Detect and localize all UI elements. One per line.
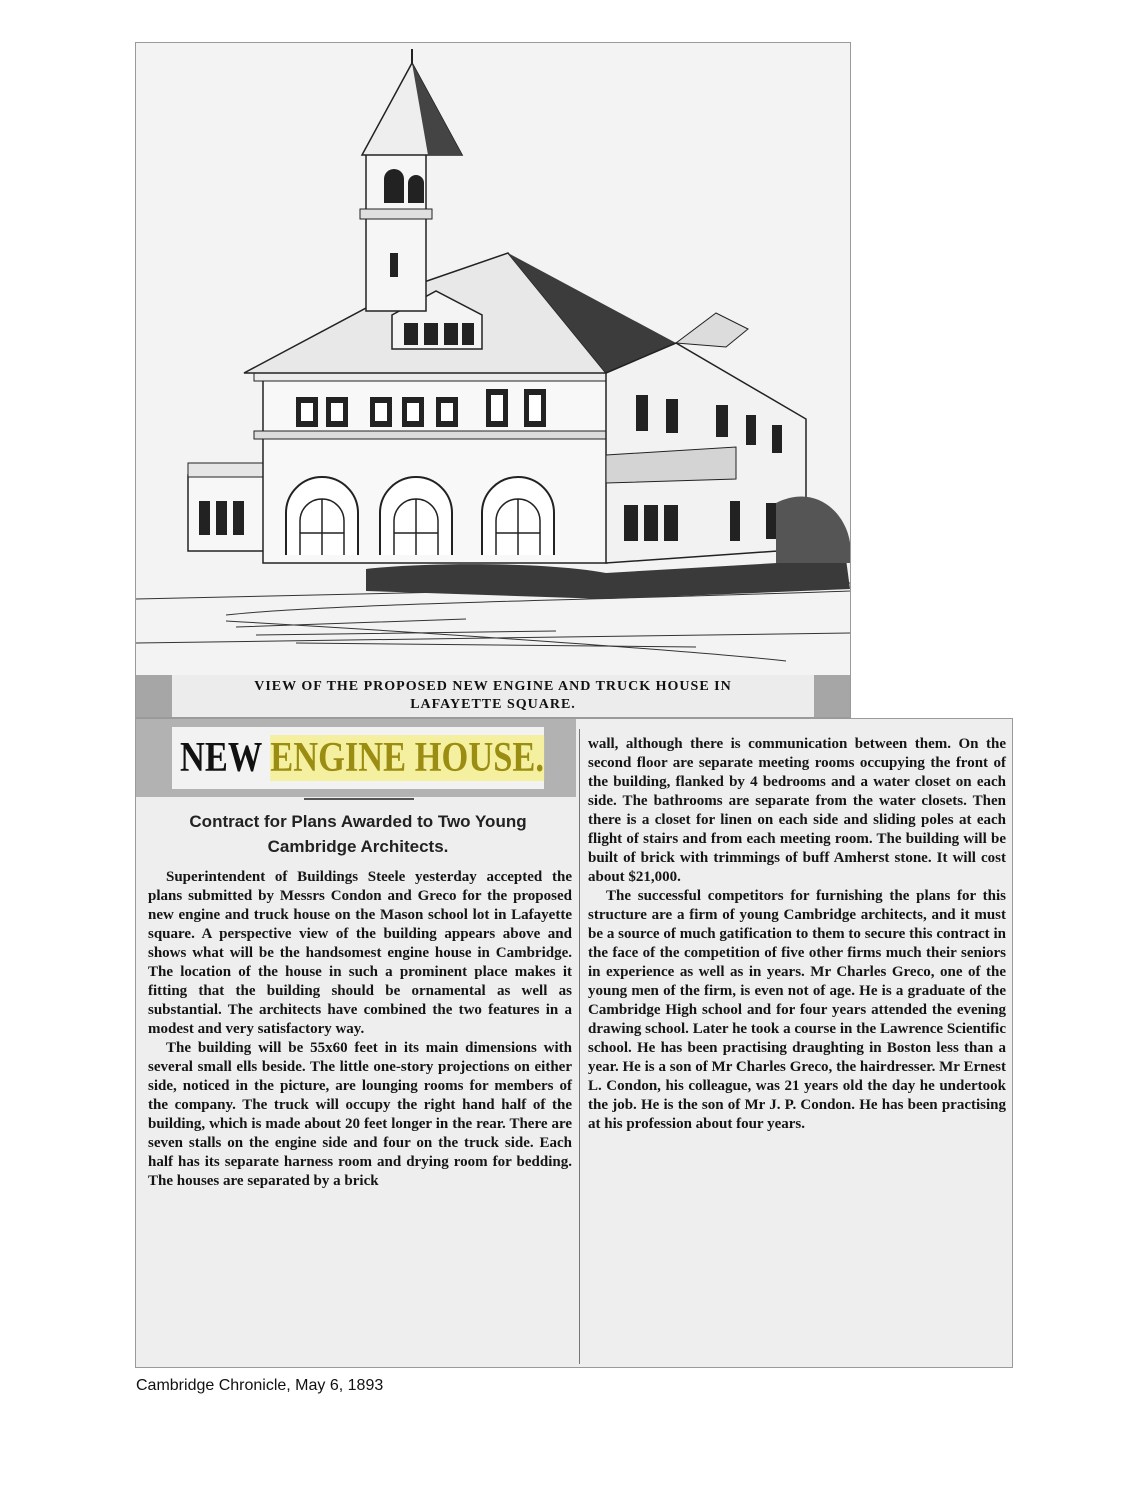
subhead-line-2: Cambridge Architects. xyxy=(267,837,449,856)
caption-line-1: VIEW OF THE PROPOSED NEW ENGINE AND TRUCK HOUSE IN xyxy=(254,679,732,694)
headline-rule xyxy=(304,798,414,800)
subhead-line-1: Contract for Plans Awarded to Two Young xyxy=(189,812,527,831)
headline-plain: NEW xyxy=(180,735,271,781)
illustration-caption xyxy=(172,675,814,717)
article-subhead xyxy=(144,809,572,859)
paragraph: The building will be 55x60 feet in its main dimensions with several small ells beside. The little one-story projections on either side, noticed in the picture, are lounging rooms for members of the company. The truck will occupy the right hand half of the building, which is made about 20 feet longer in the rear. There are seven stalls on the engine side and four on the truck side. Each half has its separate harness room and drying room for bedding. The houses are separated by a brick xyxy=(148,1040,572,1189)
source-note: Cambridge Chronicle, May 6, 1893 xyxy=(136,1377,384,1394)
article-column-right xyxy=(588,735,1006,1134)
paragraph: Superintendent of Buildings Steele yesterday accepted the plans submitted by Messrs Condon and Greco for the proposed new engine and truck house on the Mason school lot in Lafayette square. A perspective view of the building appears above and shows what will be the handsomest engine house in Cambridge. The location of the house in such a prominent place makes it fitting that the building should be ornamental as well as substantial. The architects have combined the two features in a modest and very satisfactory way. xyxy=(148,869,572,1037)
caption-line-2: LAFAYETTE SQUARE. xyxy=(410,697,576,712)
paragraph: The successful competitors for furnishing the plans for this structure are a firm of young Cambridge architects, and it must be a source of much gatification to them to secure this contract in the face of the competition of five other firms much their seniors in experience as well as in years. Mr Charles Greco, one of the young men of the firm, is even not of age. He is a graduate of the Cambridge High school and for four years attended the evening drawing school. Later he took a course in the Lawrence Scientific school. He has been practising draughting in Boston less than a year. He is a son of Mr Charles Greco, the hairdresser. Mr Ernest L. Condon, his colleague, was 21 years old the day he undertook the job. He is the son of Mr J. P. Condon. He has been practising at his profession about four years. xyxy=(588,888,1006,1132)
headline-box xyxy=(172,727,544,789)
engine-house-drawing xyxy=(136,43,850,675)
article-headline xyxy=(180,735,544,781)
article-column-left xyxy=(148,868,572,1191)
headline-highlight: ENGINE HOUSE. xyxy=(270,735,544,781)
paragraph: wall, although there is communication between them. On the second floor are separate meeting rooms occupying the front of the building, flanked by 4 bedrooms and a water closet on each side. The bathrooms are separate from the water closets. Then there is a closet for linen on each side and sliding poles at each flight of stairs and from each meeting room. The building will be built of brick with trimmings of buff Amherst stone. It will cost about $21,000. xyxy=(588,736,1006,885)
column-divider xyxy=(579,729,580,1364)
article-clipping xyxy=(135,718,1013,1368)
illustration-clipping xyxy=(135,42,851,718)
